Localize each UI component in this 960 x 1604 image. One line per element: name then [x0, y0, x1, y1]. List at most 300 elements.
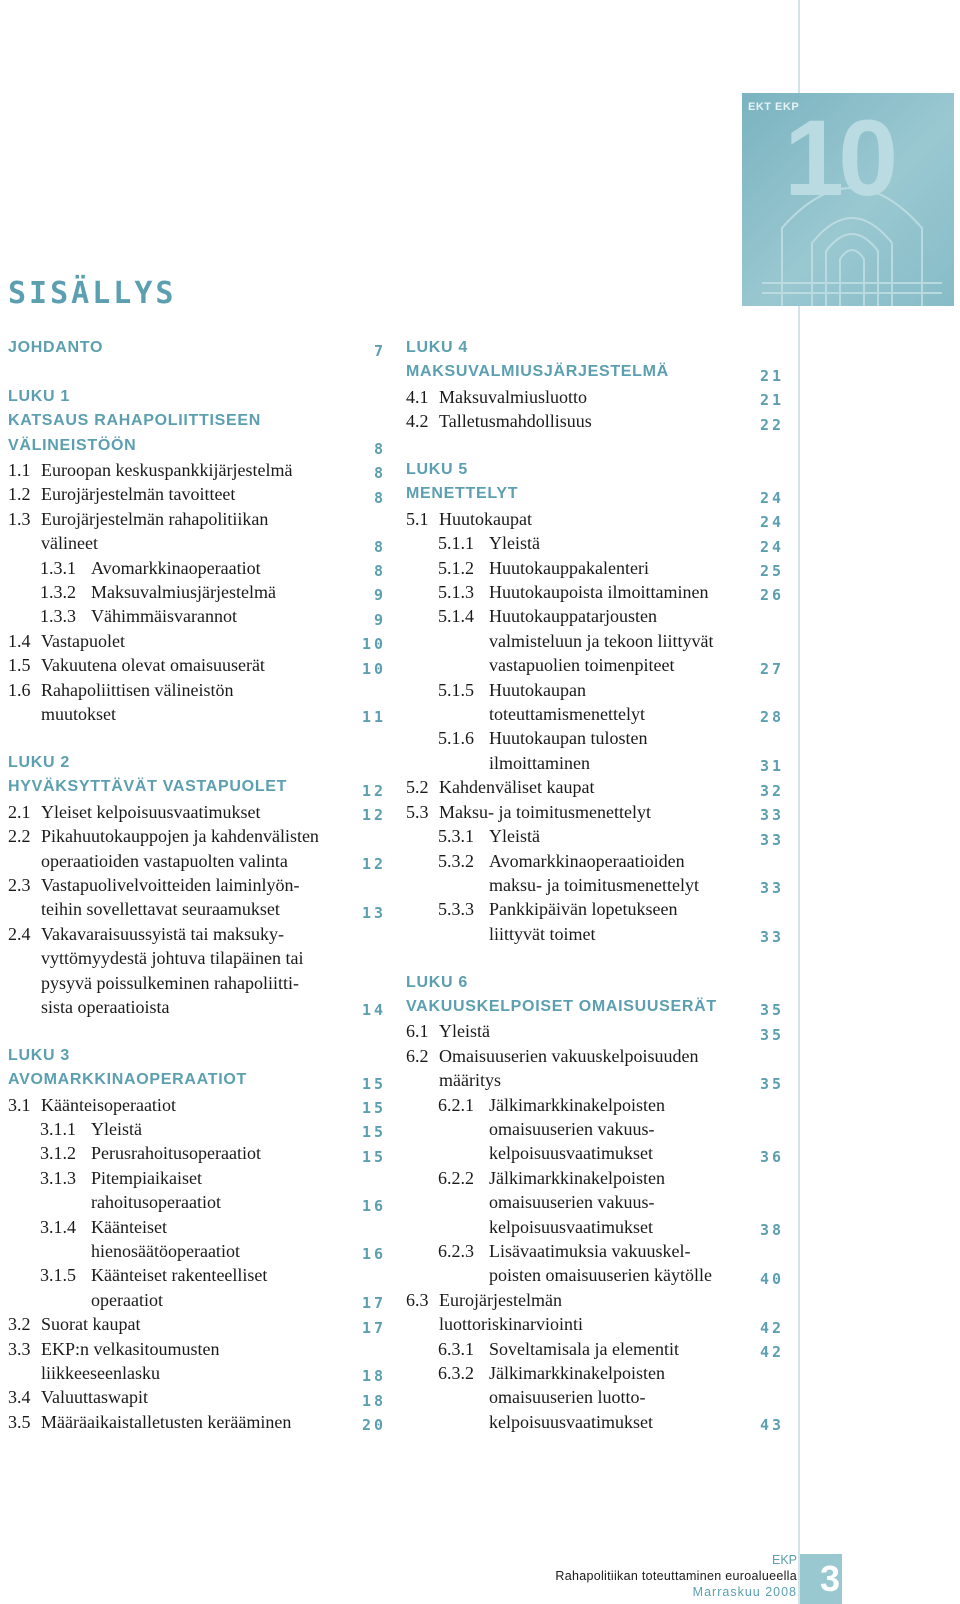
toc-entry-title: kelpoisuusvaatimukset — [489, 1143, 653, 1164]
toc-entry-title: toteuttamismenettelyt — [489, 704, 645, 725]
toc-entry[interactable] — [8, 873, 386, 897]
toc-page-number: 15 — [361, 1147, 386, 1166]
page-footer — [555, 1552, 797, 1600]
toc-entry-title: EKP:n velkasitoumusten — [41, 1338, 220, 1359]
toc-chapter-heading[interactable] — [406, 482, 784, 506]
toc-entry-text — [40, 556, 386, 580]
toc-entry-text — [438, 1093, 784, 1117]
toc-entry-text — [40, 1166, 386, 1190]
toc-entry-continuation[interactable] — [406, 629, 784, 653]
toc-entry[interactable] — [8, 629, 386, 653]
toc-entry[interactable] — [8, 604, 386, 628]
toc-entry-text — [438, 1166, 784, 1190]
toc-entry-continuation[interactable] — [406, 1117, 784, 1141]
toc-entry-continuation[interactable] — [406, 1410, 784, 1434]
toc-entry-number: 4.2 — [406, 411, 429, 432]
toc-entry-title: Talletusmahdollisuus — [439, 411, 592, 432]
toc-spacer — [406, 434, 784, 458]
toc-page-number: 35 — [759, 1025, 784, 1044]
toc-entry[interactable] — [406, 726, 784, 750]
toc-entry-continuation[interactable] — [406, 702, 784, 726]
toc-entry[interactable] — [8, 1215, 386, 1239]
toc-entry[interactable] — [8, 1117, 386, 1141]
toc-entry[interactable] — [406, 678, 784, 702]
toc-entry-title: omaisuuserien vakuus- — [489, 1192, 655, 1213]
toc-entry-text — [8, 1044, 386, 1068]
toc-page-number: 43 — [759, 1416, 784, 1435]
toc-entry-title: Perusrahoitusoperaatiot — [91, 1143, 261, 1164]
toc-entry-title: Vakavaraisuussyistä tai maksuky- — [41, 923, 284, 944]
toc-entry-text — [439, 1068, 784, 1092]
toc-entry[interactable] — [8, 678, 386, 702]
toc-entry[interactable] — [8, 1337, 386, 1361]
toc-entry[interactable] — [8, 482, 386, 506]
toc-entry-title: Kahdenväliset kaupat — [439, 777, 595, 798]
toc-entry-title: Käänteisoperaatiot — [41, 1094, 176, 1115]
toc-entry[interactable] — [406, 1239, 784, 1263]
toc-entry-text — [40, 580, 386, 604]
toc-page-number: 9 — [373, 610, 386, 629]
toc-entry-number: 3.3 — [8, 1338, 31, 1359]
toc-spacer — [8, 726, 386, 750]
toc-entry-number: 5.3.1 — [438, 826, 474, 847]
toc-entry-continuation[interactable] — [8, 531, 386, 555]
toc-entry-text — [41, 1361, 386, 1385]
toc-chapter-heading[interactable] — [406, 995, 784, 1019]
toc-entry-continuation[interactable] — [406, 1385, 784, 1409]
toc-entry-title: Yleistä — [489, 533, 540, 554]
toc-page-number: 35 — [759, 1001, 784, 1020]
toc-entry-text — [41, 897, 386, 921]
toc-entry-title: pysyvä poissulkeminen rahapoliitti- — [41, 972, 299, 993]
toc-entry-number: 5.1.1 — [438, 533, 474, 554]
toc-entry-text — [438, 604, 784, 628]
toc-entry-title: kelpoisuusvaatimukset — [489, 1216, 653, 1237]
toc-entry-title: KATSAUS RAHAPOLIITTISEEN — [8, 412, 261, 430]
toc-entry-title: valmisteluun ja tekoon liittyvät — [489, 630, 714, 651]
toc-entry[interactable] — [406, 800, 784, 824]
toc-entry-title: Omaisuuserien vakuuskelpoisuuden — [439, 1045, 699, 1066]
toc-entry-title: LUKU 1 — [8, 387, 70, 405]
toc-entry[interactable] — [8, 458, 386, 482]
toc-page-number: 24 — [759, 537, 784, 556]
footer-org: EKP — [771, 1553, 797, 1567]
toc-entry-continuation[interactable] — [8, 1190, 386, 1214]
toc-entry[interactable] — [8, 1312, 386, 1336]
toc-page-number: 25 — [759, 562, 784, 581]
toc-entry-number: 3.1.5 — [40, 1265, 76, 1286]
toc-entry-title: Huutokaupoista ilmoittaminen — [489, 582, 709, 603]
toc-entry-continuation[interactable] — [406, 1312, 784, 1336]
toc-entry-title: Määräaikaistalletusten kerääminen — [41, 1411, 292, 1432]
toc-entry-title: HYVÄKSYTTÄVÄT VASTAPUOLET — [8, 778, 288, 796]
toc-entry-continuation[interactable] — [8, 897, 386, 921]
toc-entry-text — [438, 678, 784, 702]
toc-entry-text — [406, 1288, 784, 1312]
toc-entry-number: 5.3 — [406, 801, 429, 822]
toc-entry-text — [41, 971, 386, 995]
toc-entry-continuation[interactable] — [8, 1239, 386, 1263]
toc-page-number: 12 — [361, 854, 386, 873]
toc-chapter-heading[interactable] — [406, 336, 784, 360]
toc-entry-text — [8, 775, 386, 799]
toc-entry[interactable] — [406, 1166, 784, 1190]
toc-chapter-heading[interactable] — [8, 409, 386, 433]
toc-entry-text — [406, 775, 784, 799]
toc-entry-number: 5.1.2 — [438, 557, 474, 578]
toc-entry-number: 3.1.4 — [40, 1216, 76, 1237]
toc-entry-title: omaisuuserien vakuus- — [489, 1118, 655, 1139]
toc-entry-text — [438, 580, 784, 604]
toc-entry-number: 1.3.3 — [40, 606, 76, 627]
toc-entry-continuation[interactable] — [406, 653, 784, 677]
toc-entry-number: 3.4 — [8, 1387, 31, 1408]
toc-entry-text — [406, 1019, 784, 1043]
toc-entry-title: Huutokauppatarjousten — [489, 606, 657, 627]
toc-entry[interactable] — [8, 580, 386, 604]
toc-entry-text — [41, 849, 386, 873]
toc-entry[interactable] — [406, 604, 784, 628]
toc-entry-title: JOHDANTO — [8, 339, 104, 356]
toc-entry[interactable] — [406, 897, 784, 921]
toc-entry-number: 2.1 — [8, 801, 31, 822]
toc-entry-title: maksu- ja toimitusmenettelyt — [489, 874, 699, 895]
toc-entry-title: omaisuuserien luotto- — [489, 1387, 646, 1408]
toc-page-number: 9 — [373, 586, 386, 605]
toc-entry[interactable] — [406, 580, 784, 604]
toc-entry[interactable] — [8, 1410, 386, 1434]
toc-page-number: 16 — [361, 1196, 386, 1215]
toc-entry[interactable] — [8, 1385, 386, 1409]
toc-page-number: 12 — [361, 806, 386, 825]
toc-entry-title: LUKU 5 — [406, 461, 468, 479]
toc-entry-continuation[interactable] — [406, 1190, 784, 1214]
toc-entry[interactable] — [406, 556, 784, 580]
toc-entry-number: 3.1.3 — [40, 1167, 76, 1188]
toc-entry[interactable] — [406, 1337, 784, 1361]
toc-entry-text — [41, 702, 386, 726]
toc-chapter-heading[interactable] — [8, 385, 386, 409]
toc-entry[interactable] — [406, 1288, 784, 1312]
toc-entry-number: 2.2 — [8, 826, 31, 847]
toc-entry-text — [406, 971, 784, 995]
toc-entry-title: Eurojärjestelmän rahapolitiikan — [41, 508, 269, 529]
toc-entry-title: Jälkimarkkinakelpoisten — [489, 1363, 665, 1384]
toc-entry-title: Suorat kaupat — [41, 1314, 141, 1335]
toc-entry-title: LUKU 2 — [8, 753, 70, 771]
toc-entry-text — [438, 531, 784, 555]
toc-entry-number: 1.6 — [8, 679, 31, 700]
toc-entry-title: luottoriskinarviointi — [439, 1314, 583, 1335]
toc-entry[interactable] — [8, 507, 386, 531]
toc-entry-title: Soveltamisala ja elementit — [489, 1338, 679, 1359]
toc-spacer — [8, 360, 386, 384]
toc-page-number: 8 — [373, 464, 386, 483]
toc-entry-text — [406, 507, 784, 531]
toc-entry-title: Vakuutena olevat omaisuuserät — [41, 655, 265, 676]
toc-entry[interactable] — [8, 1093, 386, 1117]
toc-entry[interactable] — [406, 1019, 784, 1043]
toc-entry-continuation[interactable] — [8, 1361, 386, 1385]
toc-entry-text — [406, 409, 784, 433]
toc-chapter-heading[interactable] — [8, 775, 386, 799]
toc-entry-text — [406, 458, 784, 482]
toc-chapter-heading[interactable] — [8, 434, 386, 458]
toc-entry[interactable] — [406, 775, 784, 799]
toc-entry-title: Jälkimarkkinakelpoisten — [489, 1094, 665, 1115]
toc-entry-text — [8, 1093, 386, 1117]
toc-entry-title: VÄLINEISTÖÖN — [8, 436, 137, 454]
toc-entry-text — [438, 556, 784, 580]
toc-entry-number: 3.1 — [8, 1094, 31, 1115]
toc-entry[interactable] — [8, 922, 386, 946]
toc-entry-title: vastapuolien toimenpiteet — [489, 655, 675, 676]
toc-entry-number: 3.2 — [8, 1314, 31, 1335]
toc-entry-number: 6.1 — [406, 1021, 429, 1042]
toc-entry-title: rahoitusoperaatiot — [91, 1192, 221, 1213]
toc-entry-text — [8, 482, 386, 506]
toc-entry-continuation[interactable] — [8, 1288, 386, 1312]
toc-page-number: 14 — [361, 1001, 386, 1020]
toc-page-number: 10 — [361, 659, 386, 678]
toc-entry-title: Vähimmäisvarannot — [91, 606, 237, 627]
toc-entry-number: 5.1.6 — [438, 728, 474, 749]
toc-page-number: 42 — [759, 1318, 784, 1337]
toc-page-number: 27 — [759, 659, 784, 678]
toc-entry-title: sista operaatioista — [41, 996, 170, 1017]
toc-entry-number: 5.2 — [406, 777, 429, 798]
toc-entry-number: 2.4 — [8, 923, 31, 944]
toc-page-number: 40 — [759, 1269, 784, 1288]
toc-entry-continuation[interactable] — [8, 946, 386, 970]
toc-chapter-heading[interactable] — [8, 751, 386, 775]
toc-page-number: 36 — [759, 1147, 784, 1166]
toc-entry-title: AVOMARKKINAOPERAATIOT — [8, 1071, 247, 1089]
toc-page-number: 42 — [759, 1343, 784, 1362]
toc-page-number: 24 — [759, 513, 784, 532]
toc-entry-title: Huutokaupan tulosten — [489, 728, 648, 749]
toc-entry[interactable] — [8, 800, 386, 824]
toc-entry-text — [489, 1190, 784, 1214]
toc-entry-continuation[interactable] — [406, 1215, 784, 1239]
toc-entry-continuation[interactable] — [8, 995, 386, 1019]
toc-entry-text — [438, 1361, 784, 1385]
toc-entry-title: Käänteiset — [91, 1216, 167, 1237]
toc-entry-text — [406, 995, 784, 1019]
toc-page-number: 7 — [373, 342, 386, 361]
toc-entry-continuation[interactable] — [406, 873, 784, 897]
toc-entry-title: Avomarkkinaoperaatioiden — [489, 850, 685, 871]
toc-entry-text — [40, 1263, 386, 1287]
toc-chapter-heading[interactable] — [8, 1044, 386, 1068]
toc-entry[interactable] — [406, 1093, 784, 1117]
toc-chapter-heading[interactable] — [8, 1068, 386, 1092]
toc-entry-continuation[interactable] — [8, 702, 386, 726]
toc-entry-title: liittyvät toimet — [489, 923, 596, 944]
toc-entry-text — [438, 824, 784, 848]
footer-title: Rahapolitiikan toteuttaminen euroalueella — [555, 1569, 797, 1583]
toc-entry-title: Käänteiset rakenteelliset — [91, 1265, 268, 1286]
toc-chapter-heading[interactable] — [406, 458, 784, 482]
toc-page-number: 11 — [361, 708, 386, 727]
toc-entry-number: 6.2 — [406, 1045, 429, 1066]
toc-entry-title: Eurojärjestelmän — [439, 1289, 562, 1310]
toc-page-number: 15 — [361, 1098, 386, 1117]
toc-page-number: 16 — [361, 1245, 386, 1264]
toc-page-number: 8 — [373, 537, 386, 556]
toc-entry[interactable] — [8, 1263, 386, 1287]
toc-entry-title: Euroopan keskuspankkijärjestelmä — [41, 460, 293, 481]
toc-entry-title: Rahapoliittisen välineistön — [41, 679, 234, 700]
toc-entry-number: 5.1.5 — [438, 679, 474, 700]
toc-page-number: 18 — [361, 1367, 386, 1386]
toc-entry-title: MAKSUVALMIUSJÄRJESTELMÄ — [406, 363, 669, 381]
toc-entry-text — [8, 873, 386, 897]
toc-entry-number: 1.3 — [8, 508, 31, 529]
toc-entry-text — [489, 1215, 784, 1239]
toc-entry-title: Huutokauppakalenteri — [489, 557, 649, 578]
toc-entry-title: Jälkimarkkinakelpoisten — [489, 1167, 665, 1188]
toc-entry-title: Vastapuolet — [41, 630, 125, 651]
toc-entry-text — [8, 922, 386, 946]
toc-entry-number: 6.2.3 — [438, 1241, 474, 1261]
toc-entry-text — [8, 336, 386, 360]
toc-entry[interactable] — [8, 653, 386, 677]
toc-entry[interactable] — [8, 1166, 386, 1190]
toc-entry-title: välineet — [41, 533, 98, 554]
toc-entry-text — [406, 1044, 784, 1068]
toc-entry-number: 6.2.2 — [438, 1167, 474, 1188]
page-number-tab: 3 — [800, 1554, 842, 1604]
toc-column-left — [8, 336, 386, 1434]
toc-entry-number: 6.3.1 — [438, 1338, 474, 1359]
toc-entry-text — [8, 1410, 386, 1434]
toc-entry[interactable] — [406, 849, 784, 873]
toc-page-number: 31 — [759, 757, 784, 776]
toc-entry-title: Maksuvalmiusjärjestelmä — [91, 582, 276, 603]
toc-entry[interactable] — [8, 824, 386, 848]
toc-entry-continuation[interactable] — [8, 849, 386, 873]
toc-spacer — [8, 1019, 386, 1043]
toc-entry[interactable] — [406, 1044, 784, 1068]
toc-chapter-heading[interactable] — [8, 336, 386, 360]
toc-page-number: 12 — [361, 781, 386, 800]
toc-entry-text — [438, 849, 784, 873]
toc-page-number: 8 — [373, 488, 386, 507]
toc-entry-title: ilmoittaminen — [489, 752, 590, 773]
toc-entry-text — [439, 1312, 784, 1336]
toc-entry-text — [489, 751, 784, 775]
toc-entry-text — [8, 1312, 386, 1336]
toc-entry-text — [40, 1141, 386, 1165]
toc-entry-number: 6.2.1 — [438, 1094, 474, 1115]
toc-entry-continuation[interactable] — [406, 1263, 784, 1287]
toc-entry-title: vyttömyydestä johtuva tilapäinen tai — [41, 948, 304, 969]
toc-entry-number: 5.1 — [406, 508, 429, 529]
toc-entry-number: 3.1.2 — [40, 1143, 76, 1164]
toc-entry-number: 1.1 — [8, 460, 31, 481]
toc-entry-text — [8, 751, 386, 775]
toc-entry-title: Pitempiaikaiset — [91, 1167, 202, 1188]
toc-entry[interactable] — [406, 1361, 784, 1385]
toc-page-number: 38 — [759, 1221, 784, 1239]
toc-entry-number: 5.1.4 — [438, 606, 474, 627]
toc-entry-text — [489, 922, 784, 946]
toc-entry-title: operaatioiden vastapuolten valinta — [41, 850, 288, 871]
toc-entry-title: MENETTELYT — [406, 485, 519, 503]
toc-entry-text — [41, 946, 386, 970]
toc-page-number: 32 — [759, 781, 784, 800]
toc-entry-number: 5.3.2 — [438, 850, 474, 871]
toc-entry-title: Yleiset kelpoisuusvaatimukset — [41, 801, 261, 822]
toc-entry-title: kelpoisuusvaatimukset — [489, 1411, 653, 1432]
toc-entry-title: Pikahuutokauppojen ja kahdenvälisten — [41, 826, 319, 847]
toc-entry-continuation[interactable] — [406, 922, 784, 946]
toc-entry-text — [489, 653, 784, 677]
toc-entry-continuation[interactable] — [406, 751, 784, 775]
toc-entry-title: Yleistä — [489, 826, 540, 847]
toc-chapter-heading[interactable] — [406, 360, 784, 384]
toc-entry-title: Eurojärjestelmän tavoitteet — [41, 484, 236, 505]
toc-entry-text — [91, 1288, 386, 1312]
toc-entry[interactable] — [406, 385, 784, 409]
toc-entry-text — [406, 800, 784, 824]
toc-entry-text — [489, 1410, 784, 1434]
toc-entry[interactable] — [406, 531, 784, 555]
toc-entry-title: teihin sovellettavat seuraamukset — [41, 899, 280, 920]
toc-entry-text — [8, 824, 386, 848]
toc-entry-text — [8, 653, 386, 677]
toc-entry-text — [8, 1337, 386, 1361]
toc-entry-text — [406, 385, 784, 409]
toc-spacer — [406, 946, 784, 970]
toc-entry-title: Huutokaupan — [489, 679, 586, 700]
toc-entry-title: määritys — [439, 1070, 501, 1091]
toc-entry-text — [438, 726, 784, 750]
toc-page-number: 17 — [361, 1294, 386, 1313]
toc-entry-number: 6.3 — [406, 1289, 429, 1310]
toc-entry-text — [8, 434, 386, 458]
toc-column-right — [406, 336, 784, 1434]
toc-entry[interactable] — [406, 824, 784, 848]
toc-page-number: 33 — [759, 879, 784, 898]
toc-entry-title: hienosäätöoperaatiot — [91, 1240, 240, 1261]
toc-entry[interactable] — [406, 409, 784, 433]
toc-entry[interactable] — [406, 507, 784, 531]
toc-entry-text — [489, 1141, 784, 1165]
toc-page-number: 8 — [373, 562, 386, 581]
toc-entry-continuation[interactable] — [406, 1068, 784, 1092]
toc-entry-text — [40, 604, 386, 628]
toc-entry[interactable] — [8, 1141, 386, 1165]
toc-entry-continuation[interactable] — [8, 971, 386, 995]
toc-page-number: 8 — [373, 440, 386, 459]
toc-chapter-heading[interactable] — [406, 971, 784, 995]
toc-page-number: 15 — [361, 1074, 386, 1093]
toc-page-number: 35 — [759, 1074, 784, 1093]
toc-entry-text — [489, 873, 784, 897]
toc-page-number: 21 — [759, 366, 784, 385]
toc-page-number: 21 — [759, 391, 784, 410]
toc-entry-text — [91, 1190, 386, 1214]
toc-entry-title: liikkeeseenlasku — [41, 1363, 160, 1384]
toc-page-number: 26 — [759, 586, 784, 605]
toc-entry[interactable] — [8, 556, 386, 580]
toc-entry-text — [41, 531, 386, 555]
toc-entry-continuation[interactable] — [406, 1141, 784, 1165]
toc-page-number: 28 — [759, 708, 784, 727]
toc-entry-number: 1.3.1 — [40, 557, 76, 578]
